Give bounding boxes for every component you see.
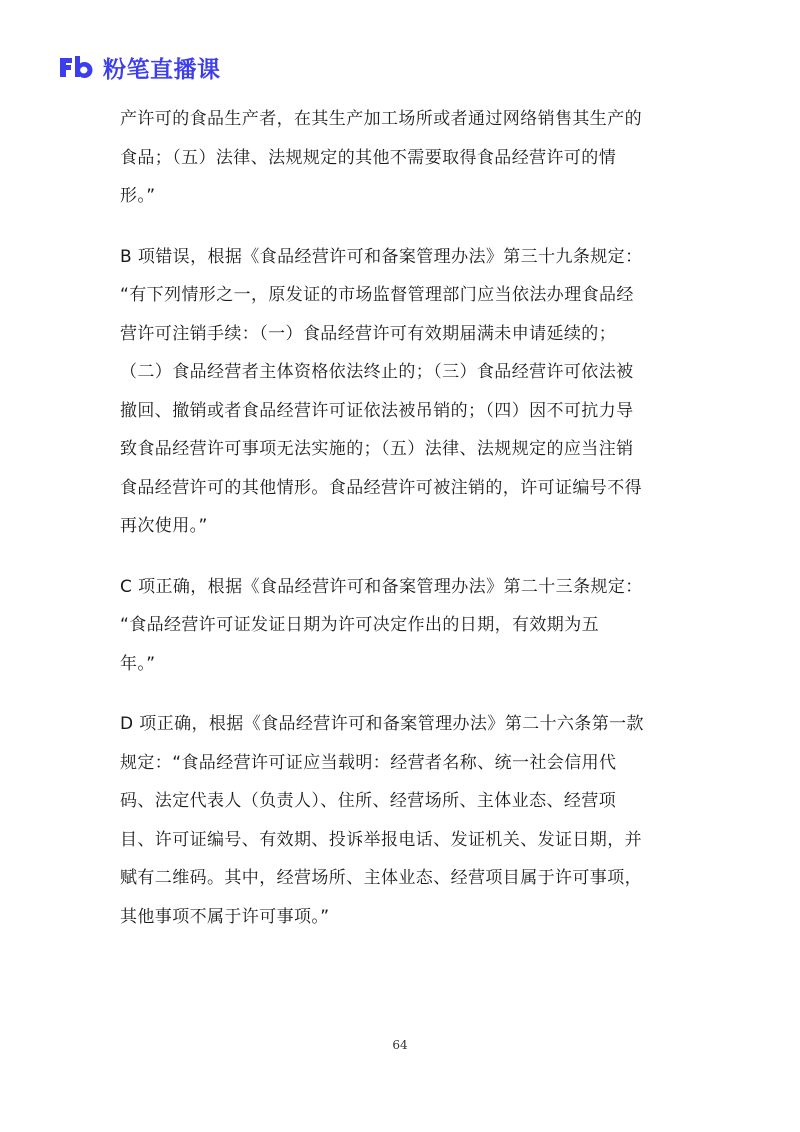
fb-logo-icon	[58, 55, 96, 79]
paragraph-continuation	[120, 100, 680, 216]
text-line: 目、许可证编号、有效期、投诉举报电话、发证机关、发证日期，并	[120, 829, 642, 850]
text-line: “食品经营许可证发证日期为许可决定作出的日期，有效期为五	[120, 615, 600, 635]
text-line: 赋有二维码。其中，经营场所、主体业态、经营项目属于许可事项，	[120, 868, 642, 888]
text-line: D 项正确，根据《食品经营许可和备案管理办法》第二十六条第一款	[120, 714, 644, 734]
text-line: 食品经营许可的其他情形。食品经营许可被注销的，许可证编号不得	[120, 477, 642, 498]
text-line: 规定：“食品经营许可证应当载明：经营者名称、统一社会信用代	[120, 752, 617, 773]
paragraph-option-d	[120, 705, 680, 936]
paragraph-option-b	[120, 238, 680, 546]
text-line: 食品；（五）法律、法规规定的其他不需要取得食品经营许可的情	[120, 147, 617, 168]
text-line: “有下列情形之一，原发证的市场监督管理部门应当依法办理食品经	[120, 285, 634, 305]
text-line: 致食品经营许可事项无法实施的；（五）法律、法规规定的应当注销	[120, 439, 634, 459]
text-line: 年。”	[120, 653, 156, 674]
brand-name: 粉笔直播课	[103, 56, 221, 83]
text-line: 产许可的食品生产者，在其生产加工场所或者通过网络销售其生产的	[120, 109, 642, 129]
text-line: 码、法定代表人（负责人）、住所、经营场所、主体业态、经营项	[120, 791, 617, 811]
document-body	[120, 100, 680, 958]
page-number: 64	[392, 1038, 408, 1052]
header	[58, 50, 221, 84]
text-line: 撤回、撤销或者食品经营许可证依法被吊销的；（四）因不可抗力导	[120, 400, 634, 421]
text-line: B 项错误，根据《食品经营许可和备案管理办法》第三十九条规定：	[120, 246, 643, 267]
paragraph-option-c	[120, 568, 680, 684]
text-line: 形。”	[120, 186, 156, 206]
text-line: 其他事项不属于许可事项。”	[120, 906, 330, 927]
text-line: 营许可注销手续：（一）食品经营许可有效期届满未申请延续的；	[120, 323, 617, 344]
text-line: （二）食品经营者主体资格依法终止的；（三）食品经营许可依法被	[120, 362, 634, 382]
text-line: 再次使用。”	[120, 516, 208, 536]
text-line: C 项正确，根据《食品经营许可和备案管理办法》第二十三条规定：	[120, 576, 643, 597]
